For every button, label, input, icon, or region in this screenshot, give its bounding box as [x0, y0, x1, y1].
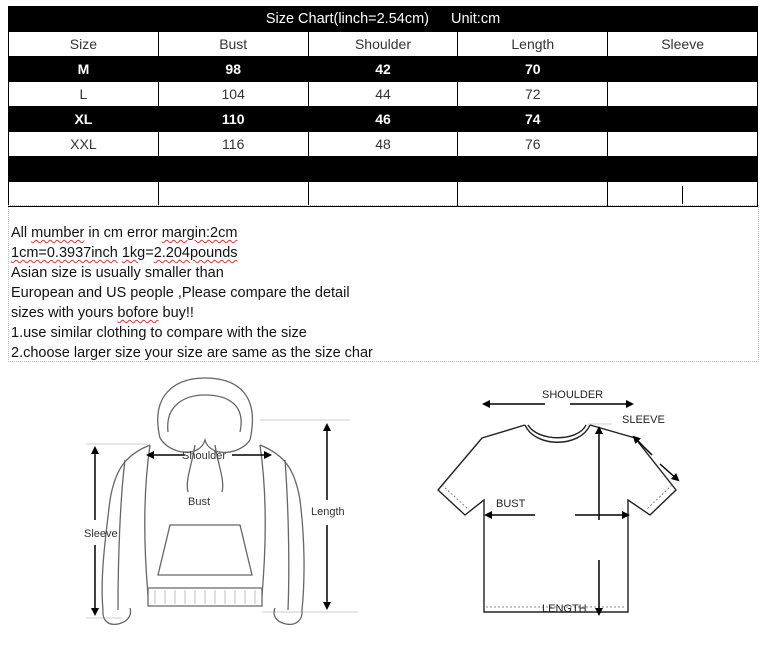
- table-row-empty: [9, 182, 758, 207]
- note-text: 1kg: [121, 245, 146, 261]
- note-line: [11, 223, 758, 243]
- cell-empty: [608, 182, 758, 207]
- note-line: 2.choose larger size your size are same as the size char: [11, 345, 373, 361]
- table-title-cell: [9, 7, 758, 32]
- tshirt-illustration: [438, 425, 676, 612]
- note-line: [11, 303, 758, 323]
- table-header-row: [9, 32, 758, 57]
- tshirt-sleeve-label: SLEEVE: [622, 414, 665, 426]
- cell-size: M: [9, 57, 159, 82]
- cell-empty: [608, 157, 758, 182]
- note-text: All: [11, 225, 32, 241]
- header-shoulder: Shoulder: [308, 32, 458, 57]
- table-title: Size Chart(linch=2.54cm): [265, 11, 430, 27]
- cell-bust: 116: [158, 132, 308, 157]
- cell-empty: [9, 157, 159, 182]
- note-text: sizes with yours: [11, 305, 118, 321]
- hoodie-ribbing: [155, 590, 255, 604]
- cell-empty: [308, 182, 458, 207]
- cell-empty: [158, 157, 308, 182]
- cell-sleeve: [608, 82, 758, 107]
- note-text: 2.204pounds: [153, 245, 238, 261]
- cell-empty: [458, 182, 608, 207]
- hoodie-length-label: Length: [311, 506, 345, 518]
- cell-shoulder: 48: [308, 132, 458, 157]
- cell-length: 76: [458, 132, 608, 157]
- cell-length: 72: [458, 82, 608, 107]
- note-line: European and US people ,Please compare the detail: [11, 285, 350, 301]
- header-bust: Bust: [158, 32, 308, 57]
- cell-bust: 98: [158, 57, 308, 82]
- cell-length: 70: [458, 57, 608, 82]
- cell-sleeve: [608, 132, 758, 157]
- cell-bust: 110: [158, 107, 308, 132]
- header-size: Size: [9, 32, 159, 57]
- table-row: [9, 132, 758, 157]
- table-row: [9, 57, 758, 82]
- header-sleeve: Sleeve: [608, 32, 758, 57]
- tshirt-shoulder-label: SHOULDER: [542, 389, 604, 401]
- tshirt-bust-label: BUST: [496, 498, 526, 510]
- note-text: mumber: [31, 225, 85, 241]
- hoodie-shoulder-label: Shoulder: [182, 450, 227, 462]
- cell-sleeve: [608, 107, 758, 132]
- table-title-row: [9, 7, 758, 32]
- tshirt-length-label: LENGTH: [542, 603, 587, 615]
- cell-sleeve: [608, 57, 758, 82]
- size-notes: [8, 205, 759, 362]
- cell-shoulder: 42: [308, 57, 458, 82]
- note-line: Asian size is usually smaller than: [11, 265, 224, 281]
- cell-size: XXL: [9, 132, 159, 157]
- cell-shoulder: 46: [308, 107, 458, 132]
- note-text: in cm error: [84, 225, 162, 241]
- cell-length: 74: [458, 107, 608, 132]
- note-text: bofore: [117, 305, 159, 321]
- cell-size: XL: [9, 107, 159, 132]
- note-text: =: [145, 245, 154, 261]
- table-unit: Unit:cm: [451, 11, 501, 27]
- hoodie-bust-label: Bust: [188, 496, 211, 508]
- note-line: [11, 243, 758, 263]
- tshirt-stitching: [442, 485, 672, 607]
- note-line: 1.use similar clothing to compare with the size: [11, 325, 307, 341]
- note-text: 1cm=0.3937inch: [11, 245, 118, 261]
- cell-bust: 104: [158, 82, 308, 107]
- cell-empty: [9, 182, 159, 207]
- size-chart-table: [8, 6, 758, 207]
- measurement-diagram: [0, 366, 771, 666]
- cell-empty: [158, 182, 308, 207]
- note-text: buy!!: [158, 305, 194, 321]
- cell-empty: [308, 157, 458, 182]
- table-row-empty: [9, 157, 758, 182]
- header-length: Length: [458, 32, 608, 57]
- cell-empty: [458, 157, 608, 182]
- cell-size: L: [9, 82, 159, 107]
- hoodie-sleeve-label: Sleeve: [84, 528, 118, 540]
- note-text: margin:2cm: [161, 225, 238, 241]
- table-row: [9, 107, 758, 132]
- table-row: [9, 82, 758, 107]
- cell-shoulder: 44: [308, 82, 458, 107]
